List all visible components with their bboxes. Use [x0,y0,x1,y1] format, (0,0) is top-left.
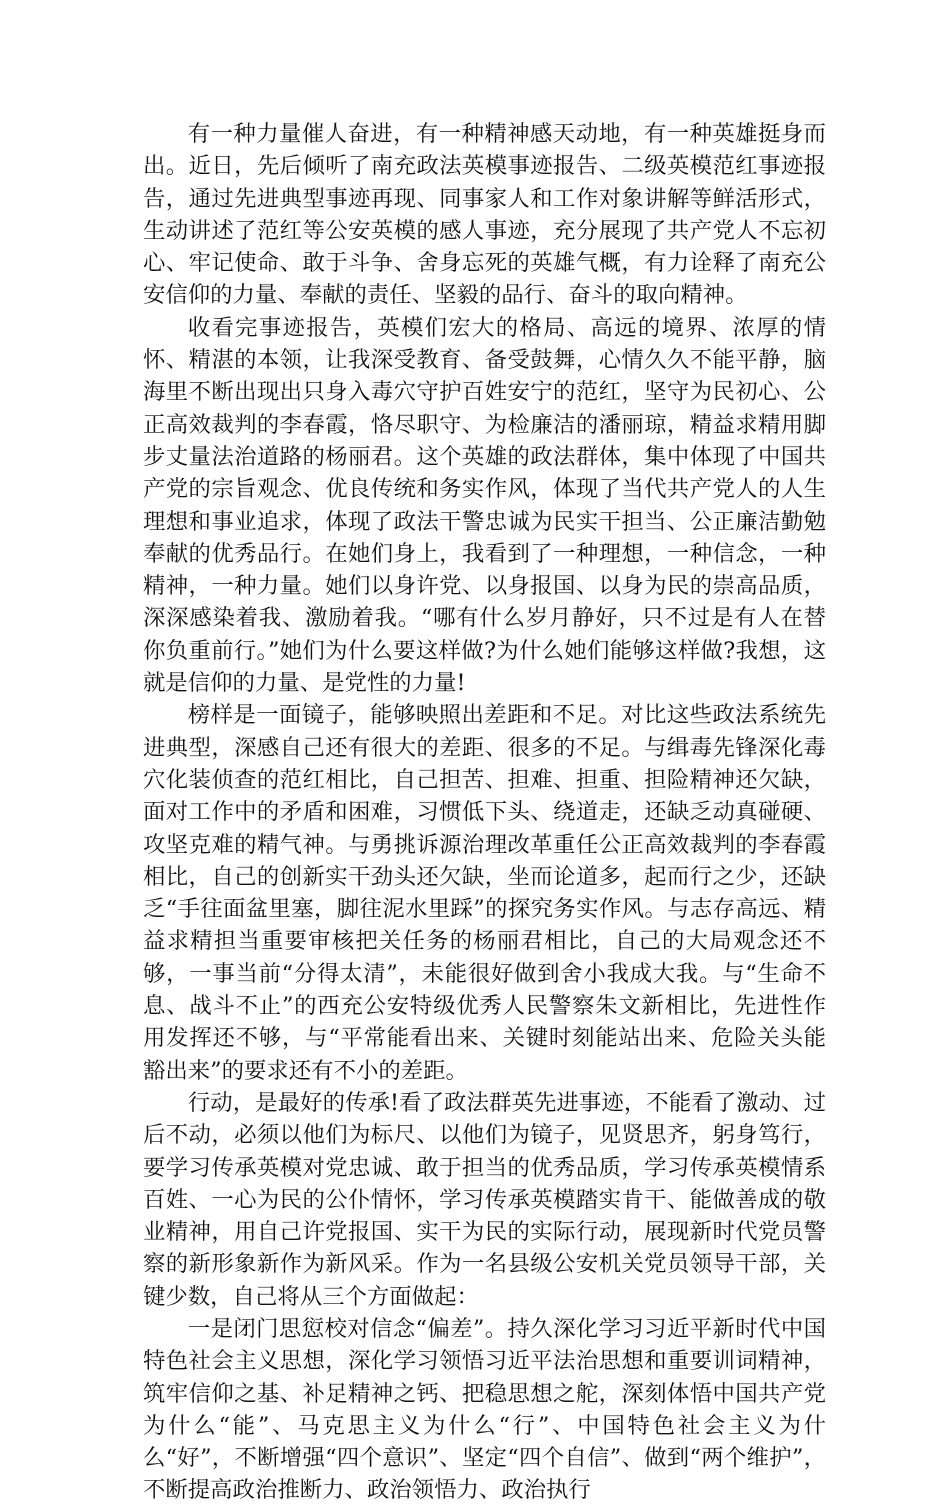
document-body [143,118,826,1507]
paragraph-5: 一是闭门思愆校对信念“偏差”。持久深化学习习近平新时代中国特色社会主义思想，深化学习领悟习近平法治思想和重要训词精神，筑牢信仰之基、补足精神之钙、把稳思想之舵，深刻体悟中国共产党为什么“能”、马克思主义为什么“行”、中国特色社会主义为什么“好”，不断增强“四个意识”、坚定“四个自信”、做到“两个维护”，不断提高政治推断力、政治领悟力、政治执行 [143,1315,826,1504]
paragraph-1: 有一种力量催人奋进，有一种精神感天动地，有一种英雄挺身而出。近日，先后倾听了南充政法英模事迹报告、二级英模范红事迹报告，通过先进典型事迹再现、同事家人和工作对象讲解等鲜活形式，生动讲述了范红等公安英模的感人事迹，充分展现了共产党人不忘初心、牢记使命、敢于斗争、舍身忘死的英雄气概，有力诠释了南充公安信仰的力量、奉献的责任、坚毅的品行、奋斗的取向精神。 [143,121,826,309]
paragraph-4: 行动，是最好的传承!看了政法群英先进事迹，不能看了激动、过后不动，必须以他们为标尺、以他们为镜子，见贤思齐，躬身笃行，要学习传承英模对党忠诚、敢于担当的优秀品质，学习传承英模情系百姓、一心为民的公仆情怀，学习传承英模踏实肯干、能做善成的敬业精神，用自己许党报国、实干为民的实际行动，展现新时代党员警察的新形象新作为新风采。作为一名县级公安机关党员领导干部，关键少数，自己将从三个方面做起： [143,1089,826,1310]
paragraph-3: 榜样是一面镜子，能够映照出差距和不足。对比这些政法系统先进典型，深感自己还有很大的差距、很多的不足。与缉毒先锋深化毒穴化装侦查的范红相比，自己担苦、担难、担重、担险精神还欠缺，面对工作中的矛盾和困难，习惯低下头、绕道走，还缺乏动真碰硬、攻坚克难的精气神。与勇挑诉源治理改革重任公正高效裁判的李春霞相比，自己的创新实干劲头还欠缺，坐而论道多，起而行之少，还缺乏“手往面盆里塞，脚往泥水里踩”的探究务实作风。与志存高远、精益求精担当重要审核把关任务的杨丽君相比，自己的大局观念还不够，一事当前“分得太清”，未能很好做到舍小我成大我。与“生命不息、战斗不止”的西充公安特级优秀人民警察朱文新相比，先进性作用发挥还不够，与“平常能看出来、关键时刻能站出来、危险关头能豁出来”的要求还有不小的差距。 [143,702,826,1084]
paragraph-2: 收看完事迹报告，英模们宏大的格局、高远的境界、浓厚的情怀、精湛的本领，让我深受教育、备受鼓舞，心情久久不能平静，脑海里不断出现出只身入毒穴守护百姓安宁的范红，坚守为民初心、公正高效裁判的李春霞，恪尽职守、为检廉洁的潘丽琼，精益求精用脚步丈量法治道路的杨丽君。这个英雄的政法群体，集中体现了中国共产党的宗旨观念、优良传统和务实作风，体现了当代共产党人的人生理想和事业追求，体现了政法干警忠诚为民实干担当、公正廉洁勤勉奉献的优秀品行。在她们身上，我看到了一种理想，一种信念，一种精神，一种力量。她们以身许党、以身报国、以身为民的崇高品质，深深感染着我、激励着我。“哪有什么岁月静好，只不过是有人在替你负重前行。”她们为什么要这样做?为什么她们能够这样做?我想，这就是信仰的力量、是党性的力量! [143,314,826,697]
